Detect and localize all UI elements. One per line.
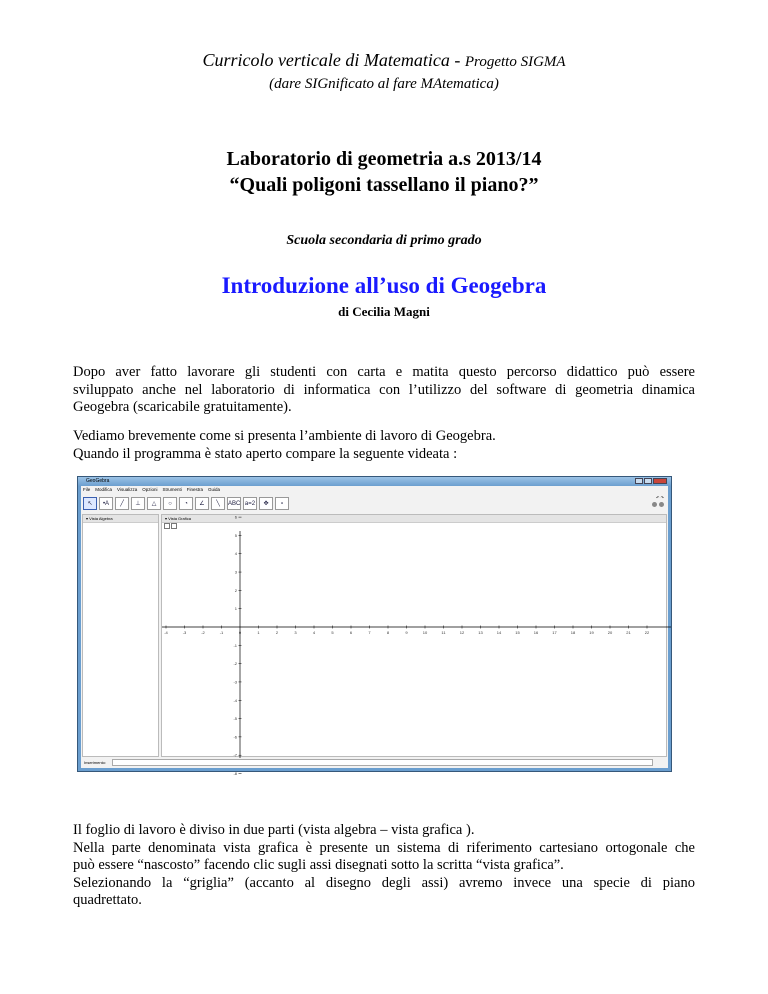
graphics-view-title: Vista Grafica: [168, 516, 191, 521]
x-tick-label: 14: [496, 630, 502, 635]
tool-button[interactable]: ╲: [211, 497, 225, 510]
help-icons: [652, 502, 664, 507]
menu-item-file[interactable]: File: [83, 487, 91, 492]
help-icon[interactable]: [652, 502, 657, 507]
window-controls: [635, 478, 667, 484]
undo-redo-icon[interactable]: ↶ ↷: [656, 495, 664, 500]
x-tick-label: 3: [294, 630, 297, 635]
algebra-view-title: Vista Algebra: [89, 516, 113, 521]
y-tick-label: 5: [234, 532, 237, 538]
menu-item-visualizza[interactable]: Visualizza: [117, 487, 138, 492]
menu-bar: [81, 486, 668, 494]
menu-item-finestra[interactable]: Finestra: [186, 487, 204, 492]
graphics-view[interactable]: [161, 514, 667, 777]
x-tick-label: 8: [386, 630, 390, 635]
geogebra-screenshot: [77, 476, 672, 777]
paragraph-overview: [73, 428, 695, 463]
lab-title: Laboratorio di geometria a.s 2013/14: [226, 148, 542, 170]
x-tick-label: 0: [238, 630, 242, 635]
input-label: Inserimento:: [84, 760, 107, 765]
algebra-view-header: ▾ Vista Algebra: [83, 515, 158, 523]
menu-item-guida[interactable]: Guida: [208, 487, 221, 492]
paragraph-intro: [73, 364, 695, 417]
tool-button[interactable]: ⊥: [131, 497, 145, 510]
window-title: GeoGebra: [86, 478, 110, 484]
tool-button[interactable]: ↖: [83, 497, 97, 510]
y-tick-label: -7: [233, 752, 237, 758]
menu-item-opzioni[interactable]: Opzioni: [142, 487, 158, 492]
x-tick-label: 11: [441, 630, 446, 635]
y-tick-label: 1: [234, 606, 237, 612]
graphics-view-header: ▾ Vista Grafica: [162, 515, 666, 523]
input-bar: [82, 758, 667, 767]
minimize-button[interactable]: [635, 478, 643, 484]
algebra-view[interactable]: [82, 514, 159, 757]
x-tick-label: 19: [589, 630, 594, 635]
author: di Cecilia Magni: [338, 304, 430, 319]
course-title-main: Curricolo verticale di Matematica -: [202, 50, 465, 70]
y-tick-label: -6: [233, 734, 237, 740]
tool-button[interactable]: ∘: [275, 497, 289, 510]
toolbar: [81, 494, 668, 512]
project-name: Progetto SIGMA: [464, 54, 566, 70]
x-tick-label: 16: [533, 630, 539, 635]
x-tick-label: 18: [570, 630, 576, 635]
paragraph-line: sviluppato anche nel laboratorio di informatica con l’utilizzo del software di geometria dinamica: [73, 381, 695, 398]
x-tick-label: 15: [515, 630, 520, 635]
lab-question: “Quali poligoni tassellano il piano?”: [229, 174, 539, 196]
y-tick-label: -8: [233, 771, 237, 777]
paragraph-description: [73, 822, 695, 910]
x-tick-label: 12: [459, 630, 465, 635]
settings-icon[interactable]: [659, 502, 664, 507]
x-tick-label: 4: [312, 630, 316, 635]
grid-toggle-icon[interactable]: [171, 523, 177, 529]
x-tick-label: 9: [405, 630, 408, 635]
y-tick-label: -3: [233, 679, 237, 685]
x-tick-label: 5: [331, 630, 334, 635]
x-tick-label: 20: [607, 630, 613, 635]
course-title: [0, 50, 768, 71]
menu-item-strumenti[interactable]: Strumenti: [162, 487, 182, 492]
tool-button[interactable]: △: [147, 497, 161, 510]
y-tick-label: 2: [234, 587, 237, 593]
x-tick-label: 2: [275, 630, 279, 635]
x-tick-label: 17: [552, 630, 557, 635]
paragraph-line: Quando il programma è stato aperto compare la seguente videata :: [73, 445, 458, 462]
x-tick-label: -1: [219, 630, 224, 635]
y-tick-label: -2: [233, 661, 237, 667]
window-body: [81, 486, 668, 777]
x-tick-label: 13: [478, 630, 483, 635]
school-level: Scuola secondaria di primo grado: [286, 233, 482, 248]
maximize-button[interactable]: [644, 478, 652, 484]
y-tick-label: 3: [234, 569, 237, 575]
paragraph-line: Dopo aver fatto lavorare gli studenti con carta e matita questo percorso didattico può essere: [73, 364, 695, 380]
tool-button[interactable]: ABC: [227, 497, 241, 510]
paragraph-line: può essere “nascosto” facendo clic sugli assi disegnati sotto la scritta “vista grafica”.: [73, 857, 564, 873]
y-tick-label: 6: [234, 514, 237, 520]
x-tick-label: -2: [201, 630, 205, 635]
x-tick-label: -4: [164, 630, 168, 635]
paragraph-line: Selezionando la “griglia” (accanto al disegno degli assi) avremo invece una specie di piano: [73, 874, 695, 891]
tool-button[interactable]: ○: [163, 497, 177, 510]
tool-button[interactable]: ◔: [179, 497, 193, 510]
y-tick-label: 4: [234, 551, 237, 557]
tool-button[interactable]: •A: [99, 497, 113, 510]
paragraph-line: quadrettato.: [73, 892, 142, 908]
y-tick-label: -1: [233, 642, 237, 648]
paragraph-line: Il foglio di lavoro è diviso in due parti (vista algebra – vista grafica ).: [73, 822, 475, 838]
tool-button[interactable]: ∠: [195, 497, 209, 510]
x-tick-label: 6: [349, 630, 353, 635]
close-button[interactable]: [653, 478, 667, 484]
x-tick-label: 10: [422, 630, 428, 635]
intro-title: Introduzione all’uso di Geogebra: [221, 273, 547, 298]
input-field[interactable]: [112, 759, 653, 766]
y-tick-label: -4: [233, 697, 237, 703]
paragraph-line: Geogebra (scaricabile gratuitamente).: [73, 399, 292, 415]
x-tick-label: -3: [182, 630, 187, 635]
paragraph-line: Vediamo brevemente come si presenta l’ambiente di lavoro di Geogebra.: [73, 428, 496, 444]
window-titlebar: [78, 477, 671, 486]
x-tick-label: 21: [626, 630, 631, 635]
tool-button[interactable]: a=2: [243, 497, 257, 510]
menu-item-modifica[interactable]: Modifica: [95, 487, 113, 492]
x-tick-label: 7: [368, 630, 371, 635]
paragraph-line: Nella parte denominata vista grafica è presente un sistema di riferimento cartesiano ortogonale che: [73, 839, 695, 856]
course-subtitle: (dare SIGnificato al fare MAtematica): [269, 76, 499, 92]
graphics-style-buttons: [164, 523, 177, 529]
x-tick-label: 22: [644, 630, 650, 635]
tool-button[interactable]: ✥: [259, 497, 273, 510]
tool-button[interactable]: ╱: [115, 497, 129, 510]
x-tick-label: 1: [257, 630, 260, 635]
axes-toggle-icon[interactable]: [164, 523, 170, 529]
y-tick-label: -5: [233, 716, 237, 722]
